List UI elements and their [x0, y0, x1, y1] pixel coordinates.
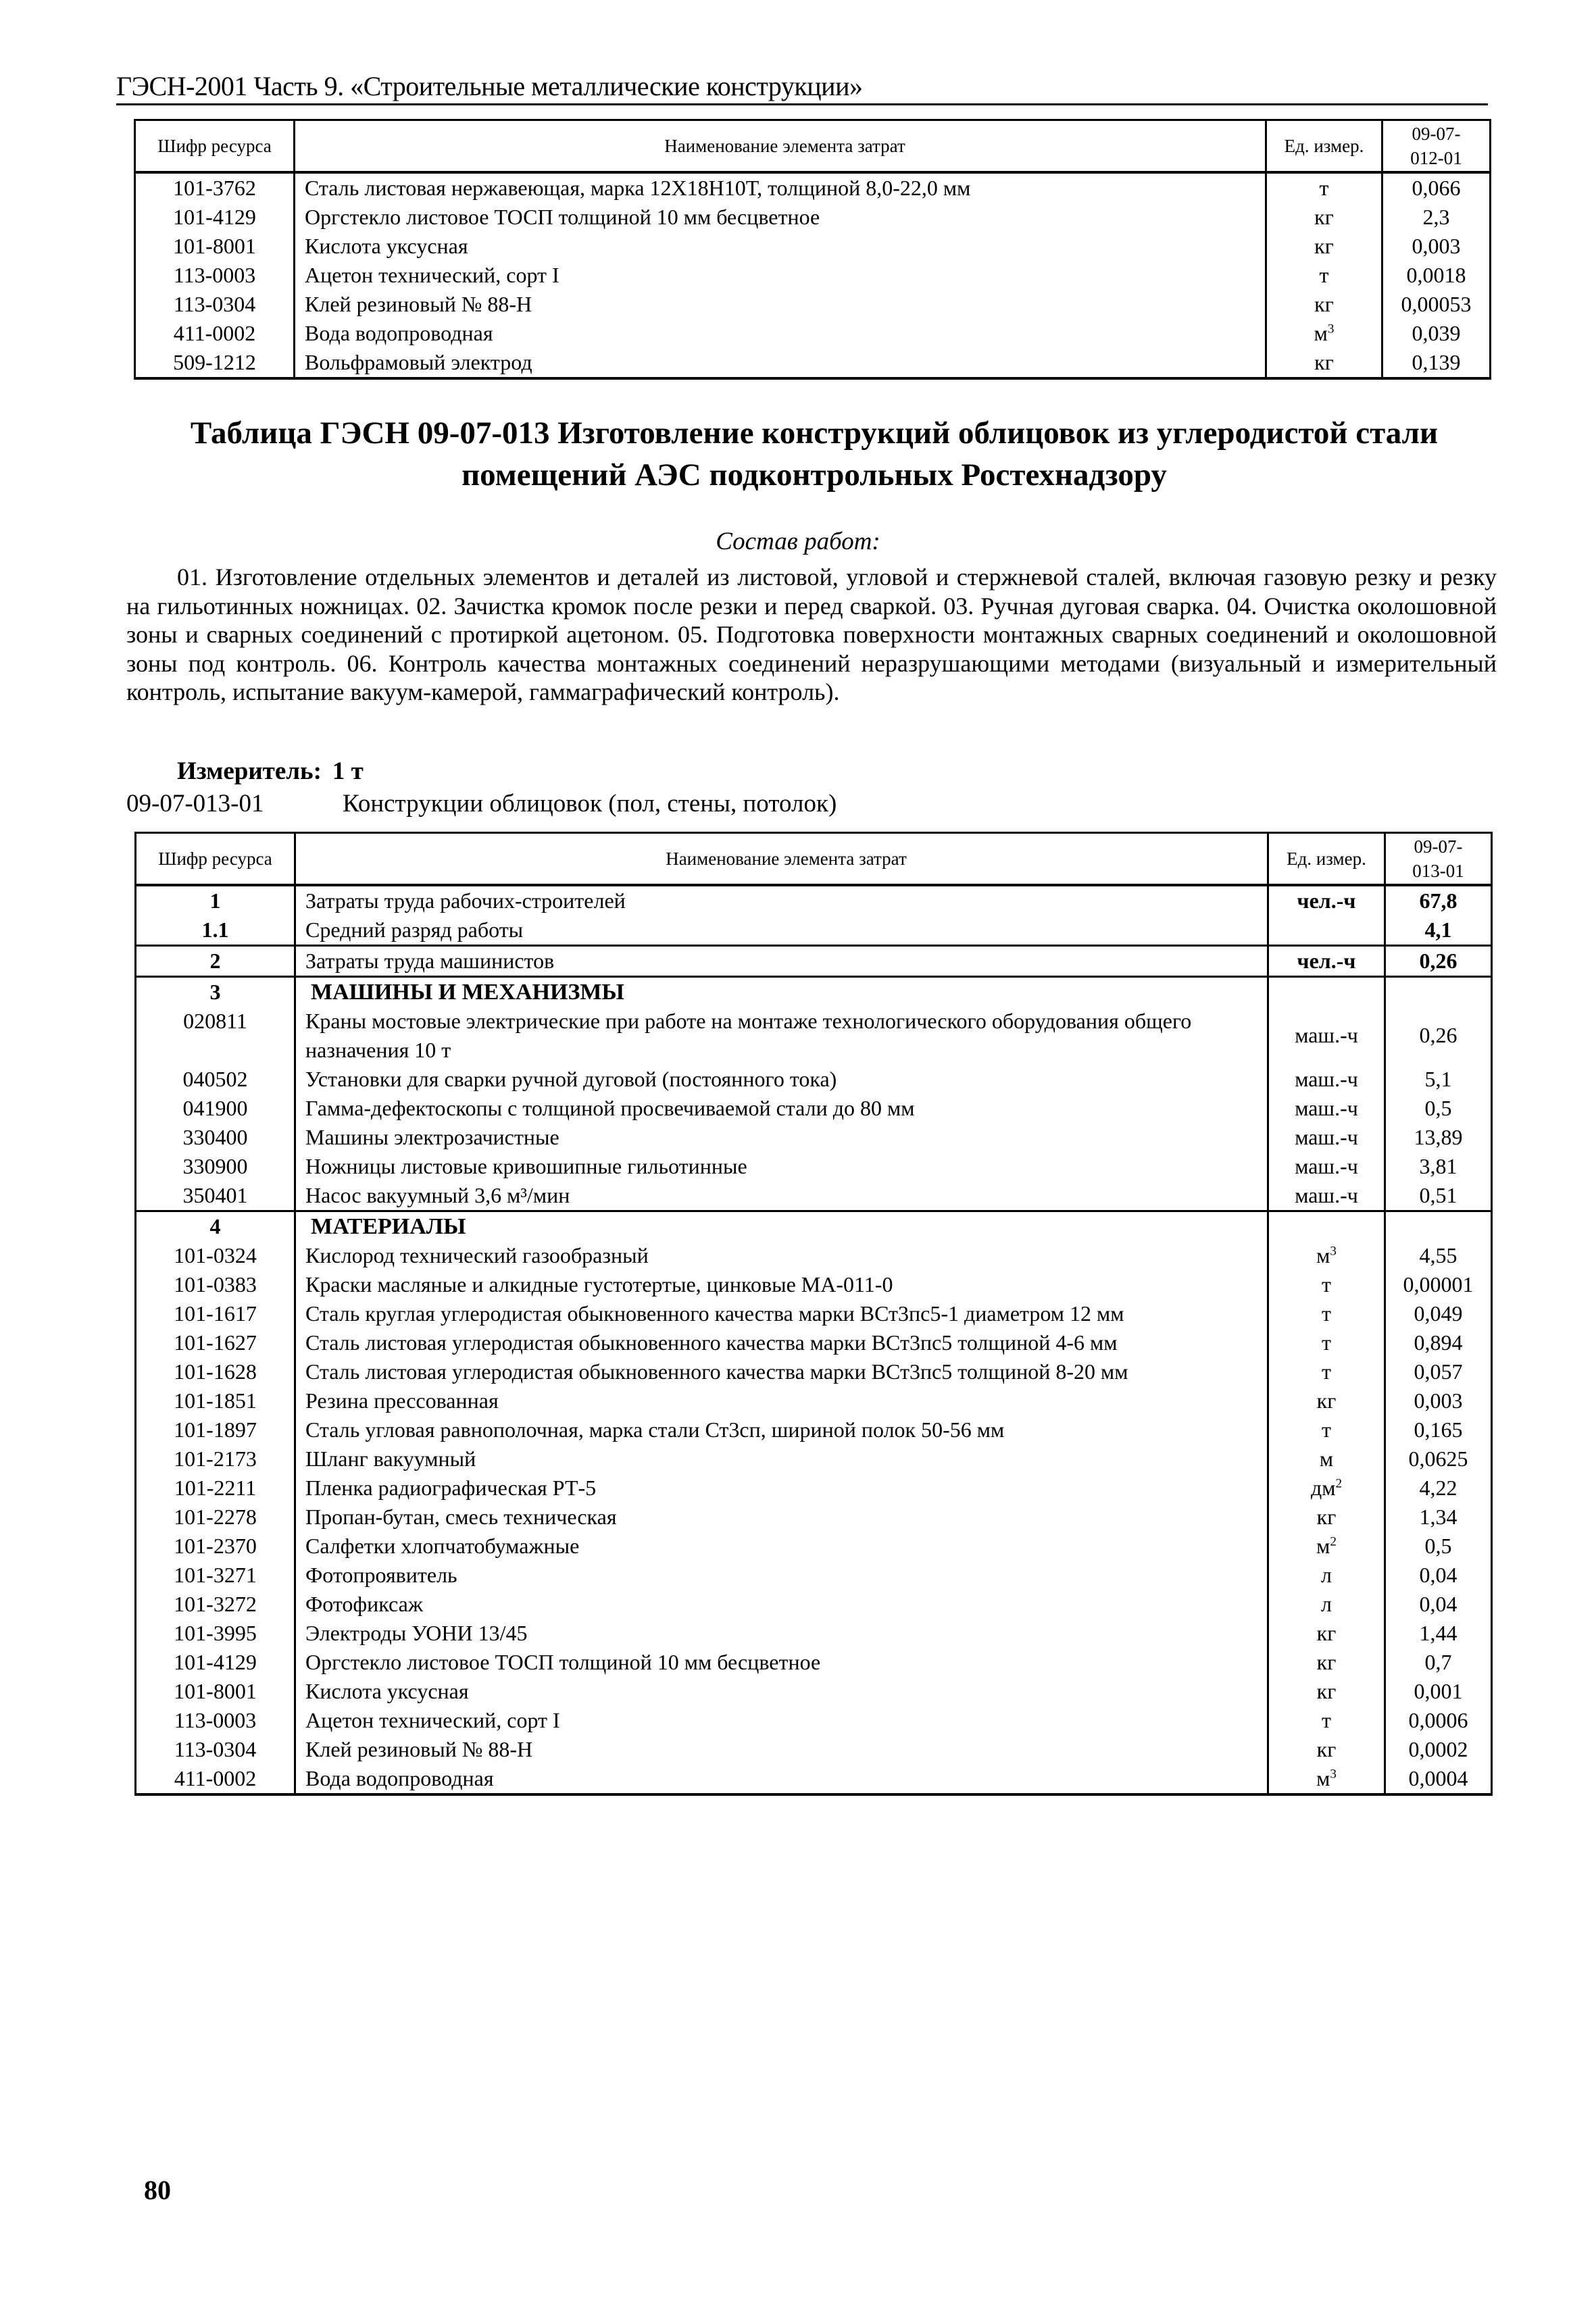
- cell-code: 1.1: [136, 915, 295, 946]
- table-row: [136, 1241, 1492, 1270]
- table-row: [136, 1299, 1492, 1328]
- cell-qty: 0,00053: [1382, 290, 1491, 319]
- table-row: [136, 1561, 1492, 1590]
- table-row: [136, 1503, 1492, 1532]
- table-row: [135, 290, 1491, 319]
- cell-qty: 0,066: [1382, 172, 1491, 203]
- unit-text: т: [1322, 1301, 1331, 1326]
- cell-qty: 0,0006: [1385, 1706, 1492, 1735]
- cell-unit: [1266, 348, 1382, 378]
- cell-code: 101-0383: [136, 1270, 295, 1299]
- cell-qty: 0,057: [1385, 1357, 1492, 1386]
- unit-text: л: [1321, 1591, 1332, 1616]
- cell-name: Оргстекло листовое ТОСП толщиной 10 мм бесцветное: [295, 1648, 1268, 1677]
- unit-text: кг: [1316, 1649, 1337, 1674]
- unit-text: кг: [1314, 349, 1334, 374]
- cell-code: 411-0002: [135, 319, 295, 348]
- page-number: 80: [144, 2175, 171, 2205]
- table-row: [136, 945, 1492, 976]
- cell-unit: [1268, 1270, 1385, 1299]
- cell-qty: 0,26: [1385, 945, 1492, 976]
- cell-name: Салфетки хлопчатобумажные: [295, 1532, 1268, 1561]
- cell-qty: 0,51: [1385, 1181, 1492, 1211]
- cell-code: 040502: [136, 1065, 295, 1094]
- cell-code: 101-3762: [135, 172, 295, 203]
- table-row: [136, 1007, 1492, 1065]
- cell-code: 2: [136, 945, 295, 976]
- table-row: [136, 1065, 1492, 1094]
- cell-code: 101-8001: [135, 232, 295, 261]
- table-row: [136, 1648, 1492, 1677]
- table-row: [136, 1590, 1492, 1619]
- cell-qty: 0,04: [1385, 1590, 1492, 1619]
- cell-unit: [1268, 976, 1385, 1007]
- cell-name: Пропан-бутан, смесь техническая: [295, 1503, 1268, 1532]
- cell-qty: 0,049: [1385, 1299, 1492, 1328]
- cell-unit: [1268, 1123, 1385, 1152]
- cell-code: 101-3995: [136, 1619, 295, 1648]
- cell-name: Насос вакуумный 3,6 м³/мин: [295, 1181, 1268, 1211]
- col-header-unit: Ед. измер.: [1268, 833, 1385, 885]
- unit-text: т: [1319, 262, 1329, 287]
- unit-text: кг: [1316, 1678, 1337, 1703]
- table-row: [136, 1181, 1492, 1211]
- unit-exponent: 3: [1327, 321, 1335, 336]
- unit-text: т: [1322, 1330, 1331, 1355]
- cell-name: Средний разряд работы: [295, 915, 1268, 946]
- unit-text: кг: [1316, 1388, 1337, 1413]
- cell-qty: 0,894: [1385, 1328, 1492, 1357]
- cell-unit: [1268, 945, 1385, 976]
- table-row: [135, 172, 1491, 203]
- norm-code-line2: 012-01: [1410, 147, 1462, 168]
- unit-text: м: [1316, 1242, 1330, 1267]
- cell-unit: [1268, 1561, 1385, 1590]
- cell-name: Электроды УОНИ 13/45: [295, 1619, 1268, 1648]
- cell-name: Клей резиновый № 88-Н: [295, 1735, 1268, 1764]
- cell-name: Гамма-дефектоскопы с толщиной просвечиваемой стали до 80 мм: [295, 1094, 1268, 1123]
- cell-unit: [1268, 1764, 1385, 1794]
- cell-name: Ацетон технический, сорт I: [295, 261, 1266, 290]
- cell-unit: [1268, 1677, 1385, 1706]
- cell-qty: 0,0625: [1385, 1444, 1492, 1474]
- cell-code: 4: [136, 1211, 295, 1241]
- cell-unit: [1268, 1444, 1385, 1474]
- cell-qty: 4,22: [1385, 1474, 1492, 1503]
- cell-unit: [1268, 1532, 1385, 1561]
- cell-unit: [1268, 1211, 1385, 1241]
- cell-code: 350401: [136, 1181, 295, 1211]
- composition-label: Состав работ:: [716, 528, 880, 555]
- cell-name: Машины электрозачистные: [295, 1123, 1268, 1152]
- cell-name: Вода водопроводная: [295, 319, 1266, 348]
- cell-code: 509-1212: [135, 348, 295, 378]
- unit-text: маш.-ч: [1295, 1023, 1358, 1047]
- cell-unit: [1268, 1386, 1385, 1415]
- cell-qty: 0,165: [1385, 1415, 1492, 1444]
- unit-text: чел.-ч: [1297, 948, 1356, 973]
- table-row: [135, 319, 1491, 348]
- cell-unit: [1268, 1241, 1385, 1270]
- table-row: [136, 1619, 1492, 1648]
- cell-code: 411-0002: [136, 1764, 295, 1794]
- cell-unit: [1268, 1735, 1385, 1764]
- cell-qty: 67,8: [1385, 885, 1492, 915]
- unit-text: кг: [1314, 233, 1334, 258]
- cell-qty: 0,003: [1382, 232, 1491, 261]
- unit-text: кг: [1314, 291, 1334, 316]
- cell-code: 020811: [136, 1007, 295, 1065]
- cell-unit: [1266, 261, 1382, 290]
- cell-name: Резина прессованная: [295, 1386, 1268, 1415]
- cell-code: 1: [136, 885, 295, 915]
- table-row: [136, 915, 1492, 946]
- cell-unit: [1268, 1328, 1385, 1357]
- cell-name: Установки для сварки ручной дуговой (постоянного тока): [295, 1065, 1268, 1094]
- cell-unit: [1268, 1181, 1385, 1211]
- table-row: [135, 348, 1491, 378]
- cell-name: Сталь листовая нержавеющая, марка 12Х18Н10Т, толщиной 8,0-22,0 мм: [295, 172, 1266, 203]
- cell-code: 101-8001: [136, 1677, 295, 1706]
- measure-line: [177, 757, 374, 786]
- cell-code: 101-2211: [136, 1474, 295, 1503]
- cell-unit: [1268, 1065, 1385, 1094]
- cell-name: Сталь листовая углеродистая обыкновенного качества марки ВСт3пс5 толщиной 4-6 мм: [295, 1328, 1268, 1357]
- cell-qty: 0,0004: [1385, 1764, 1492, 1794]
- cell-name: Краны мостовые электрические при работе на монтаже технологического оборудования общего назначения 10 т: [295, 1007, 1268, 1065]
- cell-name: Шланг вакуумный: [295, 1444, 1268, 1474]
- cell-qty: 4,55: [1385, 1241, 1492, 1270]
- cell-code: 101-2278: [136, 1503, 295, 1532]
- header-rule: [116, 103, 1488, 105]
- table-row: [136, 1386, 1492, 1415]
- cell-name: Ножницы листовые кривошипные гильотинные: [295, 1152, 1268, 1181]
- resource-table: [134, 832, 1493, 1796]
- unit-text: чел.-ч: [1297, 888, 1356, 913]
- cell-code: 101-1627: [136, 1328, 295, 1357]
- table-row: [135, 203, 1491, 232]
- cell-qty: 0,001: [1385, 1677, 1492, 1706]
- cell-name: Клей резиновый № 88-Н: [295, 290, 1266, 319]
- cell-code: 113-0003: [136, 1706, 295, 1735]
- measure-label: Измеритель:: [177, 757, 322, 785]
- cell-unit: [1268, 1648, 1385, 1677]
- cell-unit: [1268, 1152, 1385, 1181]
- cell-name: Сталь угловая равнополочная, марка стали Ст3сп, шириной полок 50-56 мм: [295, 1415, 1268, 1444]
- unit-text: м: [1316, 1765, 1330, 1790]
- cell-code: 101-1897: [136, 1415, 295, 1444]
- cell-qty: [1385, 1211, 1492, 1241]
- cell-unit: [1266, 172, 1382, 203]
- cell-qty: 1,34: [1385, 1503, 1492, 1532]
- composition-text: [126, 563, 1497, 707]
- norm-code: 09-07-013-01: [126, 790, 264, 818]
- cell-code: 3: [136, 976, 295, 1007]
- unit-text: т: [1322, 1417, 1331, 1442]
- unit-text: кг: [1316, 1620, 1337, 1645]
- cell-name: Оргстекло листовое ТОСП толщиной 10 мм бесцветное: [295, 203, 1266, 232]
- table-row: [136, 1270, 1492, 1299]
- unit-text: маш.-ч: [1295, 1095, 1358, 1120]
- cell-qty: 3,81: [1385, 1152, 1492, 1181]
- cell-code: 101-1617: [136, 1299, 295, 1328]
- cell-name: Сталь круглая углеродистая обыкновенного качества марки ВСт3пс5-1 диаметром 12 мм: [295, 1299, 1268, 1328]
- unit-text: кг: [1316, 1504, 1337, 1529]
- col-header-norm: [1385, 833, 1492, 885]
- norm-code-line2: 013-01: [1412, 860, 1464, 881]
- cell-name: Затраты труда рабочих-строителей: [295, 885, 1268, 915]
- cell-unit: [1268, 1007, 1385, 1065]
- cell-code: 101-1851: [136, 1386, 295, 1415]
- cell-code: 101-3271: [136, 1561, 295, 1590]
- unit-exponent: 3: [1330, 1243, 1337, 1258]
- col-header-code: Шифр ресурса: [136, 833, 295, 885]
- cell-code: 101-4129: [135, 203, 295, 232]
- col-header-name: Наименование элемента затрат: [295, 120, 1266, 172]
- table-row: [136, 1474, 1492, 1503]
- cell-name: Сталь листовая углеродистая обыкновенного качества марки ВСт3пс5 толщиной 8-20 мм: [295, 1357, 1268, 1386]
- cell-unit: [1268, 1357, 1385, 1386]
- table-row: [136, 1735, 1492, 1764]
- unit-text: м: [1319, 1446, 1334, 1471]
- cell-name: Вольфрамовый электрод: [295, 348, 1266, 378]
- cell-unit: [1268, 1415, 1385, 1444]
- cell-unit: [1268, 885, 1385, 915]
- unit-text: маш.-ч: [1295, 1066, 1358, 1091]
- section-header-materials: [136, 1211, 1492, 1241]
- cell-name: Вода водопроводная: [295, 1764, 1268, 1794]
- table-row: [136, 1706, 1492, 1735]
- cell-unit: [1268, 1706, 1385, 1735]
- table-row: [136, 1764, 1492, 1794]
- cell-name: Кислота уксусная: [295, 232, 1266, 261]
- cell-qty: 5,1: [1385, 1065, 1492, 1094]
- cell-unit: [1268, 1619, 1385, 1648]
- cell-code: 113-0304: [136, 1735, 295, 1764]
- section-header-machines: [136, 976, 1492, 1007]
- table-row: [136, 1415, 1492, 1444]
- cell-code: 101-0324: [136, 1241, 295, 1270]
- cell-code: 113-0304: [135, 290, 295, 319]
- cell-name: Фотофиксаж: [295, 1590, 1268, 1619]
- cell-qty: 0,039: [1382, 319, 1491, 348]
- unit-text: л: [1321, 1562, 1332, 1587]
- table-row: [136, 1532, 1492, 1561]
- cell-qty: 0,5: [1385, 1094, 1492, 1123]
- norm-name: Конструкции облицовок (пол, стены, потолок): [343, 790, 837, 818]
- cell-qty: 2,3: [1382, 203, 1491, 232]
- cell-qty: 0,0018: [1382, 261, 1491, 290]
- cell-code: 101-2370: [136, 1532, 295, 1561]
- cell-qty: 0,26: [1385, 1007, 1492, 1065]
- col-header-name: Наименование элемента затрат: [295, 833, 1268, 885]
- table-row: [135, 261, 1491, 290]
- cell-name: МАШИНЫ И МЕХАНИЗМЫ: [295, 976, 1268, 1007]
- cell-qty: 0,5: [1385, 1532, 1492, 1561]
- cell-name: Краски масляные и алкидные густотертые, цинковые МА-011-0: [295, 1270, 1268, 1299]
- cell-unit: [1266, 203, 1382, 232]
- norm-code-line1: 09-07-: [1414, 836, 1463, 857]
- cell-qty: [1385, 976, 1492, 1007]
- table-title-line2: помещений АЭС подконтрольных Ростехнадзору: [462, 457, 1167, 493]
- cell-code: 101-2173: [136, 1444, 295, 1474]
- measure-value: 1 т: [332, 757, 364, 785]
- unit-exponent: 3: [1330, 1766, 1337, 1781]
- cell-unit: [1266, 319, 1382, 348]
- norm-code-line1: 09-07-: [1412, 123, 1461, 144]
- cell-unit: [1268, 1299, 1385, 1328]
- cell-qty: 0,0002: [1385, 1735, 1492, 1764]
- cell-qty: 0,04: [1385, 1561, 1492, 1590]
- table-row: [136, 1357, 1492, 1386]
- unit-exponent: 2: [1335, 1476, 1343, 1490]
- table-row: [136, 1444, 1492, 1474]
- cell-code: 113-0003: [135, 261, 295, 290]
- unit-text: т: [1322, 1707, 1331, 1732]
- cell-code: 101-3272: [136, 1590, 295, 1619]
- cell-unit: [1268, 1590, 1385, 1619]
- cell-unit: [1266, 290, 1382, 319]
- cell-name: Кислота уксусная: [295, 1677, 1268, 1706]
- cell-name: Кислород технический газообразный: [295, 1241, 1268, 1270]
- previous-norm-rows: [135, 172, 1491, 378]
- unit-text: маш.-ч: [1295, 1182, 1358, 1207]
- cell-unit: [1266, 232, 1382, 261]
- unit-text: м: [1314, 320, 1328, 345]
- cell-qty: 0,00001: [1385, 1270, 1492, 1299]
- table-row: [136, 885, 1492, 915]
- cell-qty: 0,003: [1385, 1386, 1492, 1415]
- cell-qty: 1,44: [1385, 1619, 1492, 1648]
- cell-unit: [1268, 1474, 1385, 1503]
- cell-code: 330900: [136, 1152, 295, 1181]
- cell-unit: [1268, 1094, 1385, 1123]
- cell-name: Фотопроявитель: [295, 1561, 1268, 1590]
- cell-qty: 4,1: [1385, 915, 1492, 946]
- norm-line: [126, 789, 837, 818]
- cell-code: 330400: [136, 1123, 295, 1152]
- unit-text: кг: [1314, 204, 1334, 229]
- unit-text: т: [1322, 1359, 1331, 1384]
- unit-text: т: [1322, 1272, 1331, 1297]
- composition-body: 01. Изготовление отдельных элементов и деталей из листовой, угловой и стержневой сталей, включая газовую резку и резку на гильотинных ножницах. 02. Зачистка кромок после резки и перед сваркой. 03. Ручная дуговая сварка. 04. Очистка околошовной зоны и сварных соединений с протиркой ацетоном. 05. Подготовка поверхности монтажных сварных соединений и околошовной зоны под контроль. 06. Контроль качества монтажных соединений неразрушающими методами (визуальный и измерительный контроль, испытание вакуум-камерой, гаммаграфический контроль).: [126, 563, 1497, 706]
- col-header-norm: [1382, 120, 1491, 172]
- unit-text: дм: [1310, 1475, 1336, 1500]
- resource-rows: [136, 885, 1492, 1794]
- unit-text: кг: [1316, 1736, 1337, 1761]
- cell-unit: [1268, 915, 1385, 946]
- col-header-code: Шифр ресурса: [135, 120, 295, 172]
- cell-qty: 0,7: [1385, 1648, 1492, 1677]
- cell-qty: 0,139: [1382, 348, 1491, 378]
- cell-code: 101-4129: [136, 1648, 295, 1677]
- unit-text: т: [1319, 175, 1329, 200]
- table-row: [136, 1328, 1492, 1357]
- table-row: [136, 1123, 1492, 1152]
- unit-text: маш.-ч: [1295, 1153, 1358, 1178]
- cell-name: Затраты труда машинистов: [295, 945, 1268, 976]
- table-row: [136, 1152, 1492, 1181]
- cell-name: Пленка радиографическая РТ-5: [295, 1474, 1268, 1503]
- running-head: ГЭСН-2001 Часть 9. «Строительные металлические конструкции»: [116, 71, 863, 101]
- cell-code: 101-1628: [136, 1357, 295, 1386]
- cell-name: Ацетон технический, сорт I: [295, 1706, 1268, 1735]
- cell-unit: [1268, 1503, 1385, 1532]
- table-title-line1: Таблица ГЭСН 09-07-013 Изготовление конструкций облицовок из углеродистой стали: [190, 416, 1439, 451]
- table-row: [136, 1094, 1492, 1123]
- unit-exponent: 2: [1330, 1534, 1337, 1549]
- table-row: [135, 232, 1491, 261]
- cell-qty: 13,89: [1385, 1123, 1492, 1152]
- previous-norm-table: [134, 119, 1491, 380]
- table-row: [136, 1677, 1492, 1706]
- cell-code: 041900: [136, 1094, 295, 1123]
- col-header-unit: Ед. измер.: [1266, 120, 1382, 172]
- unit-text: м: [1316, 1533, 1330, 1558]
- unit-text: маш.-ч: [1295, 1124, 1358, 1149]
- cell-name: МАТЕРИАЛЫ: [295, 1211, 1268, 1241]
